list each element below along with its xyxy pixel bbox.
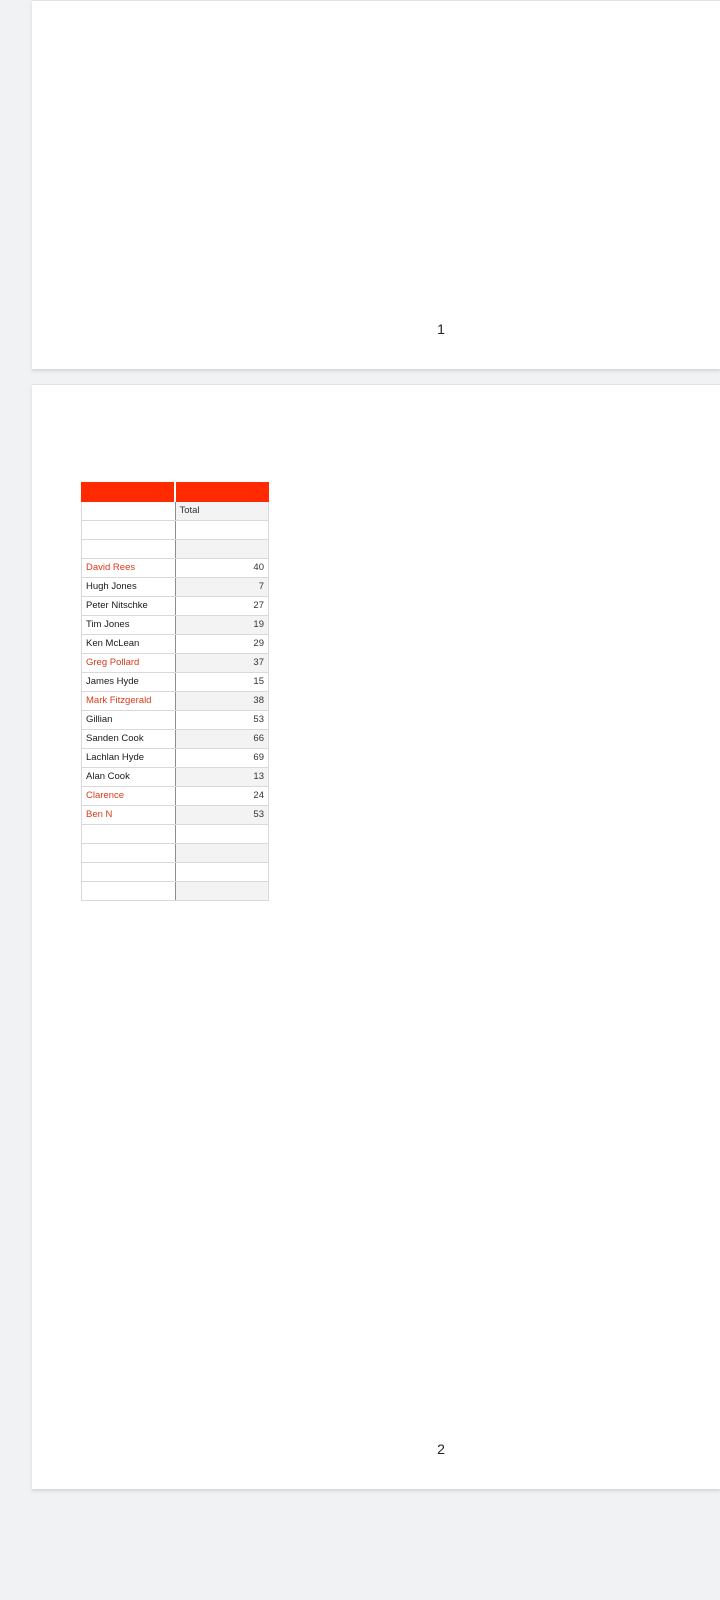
document-page-1 <box>32 0 720 369</box>
empty-cell <box>175 882 269 901</box>
header-cell <box>175 483 269 502</box>
name-cell: James Hyde <box>82 673 176 692</box>
empty-cell <box>82 825 176 844</box>
total-cell: 40 <box>175 559 269 578</box>
total-cell: 19 <box>175 616 269 635</box>
empty-cell <box>82 521 176 540</box>
name-cell: Alan Cook <box>82 768 176 787</box>
total-cell: 38 <box>175 692 269 711</box>
table-row <box>82 616 269 635</box>
total-cell: 69 <box>175 749 269 768</box>
name-cell: Greg Pollard <box>82 654 176 673</box>
table-row <box>82 597 269 616</box>
totals-table <box>81 482 269 901</box>
table-row <box>82 711 269 730</box>
name-cell: Gillian <box>82 711 176 730</box>
table-row <box>82 768 269 787</box>
total-cell: 66 <box>175 730 269 749</box>
empty-cell <box>175 863 269 882</box>
name-cell: David Rees <box>82 559 176 578</box>
empty-cell <box>82 844 176 863</box>
table-row <box>82 787 269 806</box>
table-row <box>82 863 269 882</box>
total-cell: 24 <box>175 787 269 806</box>
name-cell: Mark Fitzgerald <box>82 692 176 711</box>
empty-cell <box>82 540 176 559</box>
page-number: 2 <box>437 1441 445 1457</box>
table-row <box>82 730 269 749</box>
table-row <box>82 521 269 540</box>
table-row <box>82 844 269 863</box>
table-row <box>82 882 269 901</box>
empty-cell <box>175 825 269 844</box>
empty-cell <box>82 882 176 901</box>
table-row <box>82 502 269 521</box>
name-cell: Hugh Jones <box>82 578 176 597</box>
total-cell: 27 <box>175 597 269 616</box>
name-cell: Ben N <box>82 806 176 825</box>
total-cell: 53 <box>175 806 269 825</box>
empty-cell <box>175 540 269 559</box>
table-row <box>82 540 269 559</box>
empty-cell <box>82 863 176 882</box>
document-page-2 <box>32 384 720 1489</box>
table-row <box>82 654 269 673</box>
name-cell: Lachlan Hyde <box>82 749 176 768</box>
name-cell: Tim Jones <box>82 616 176 635</box>
header-cell <box>82 483 176 502</box>
name-cell: Clarence <box>82 787 176 806</box>
total-cell: 13 <box>175 768 269 787</box>
name-cell: Ken McLean <box>82 635 176 654</box>
total-cell: 15 <box>175 673 269 692</box>
total-cell: 7 <box>175 578 269 597</box>
table-header-color-row <box>82 483 269 502</box>
table-row <box>82 559 269 578</box>
table-row <box>82 692 269 711</box>
empty-cell <box>175 844 269 863</box>
page-number: 1 <box>437 321 445 337</box>
total-cell: 29 <box>175 635 269 654</box>
name-cell: Peter Nitschke <box>82 597 176 616</box>
table-row <box>82 578 269 597</box>
table-row <box>82 673 269 692</box>
empty-cell <box>175 521 269 540</box>
total-column-header: Total <box>175 502 269 521</box>
table-row <box>82 635 269 654</box>
table-row <box>82 806 269 825</box>
table-row <box>82 825 269 844</box>
empty-cell <box>82 502 176 521</box>
total-cell: 53 <box>175 711 269 730</box>
table-row <box>82 749 269 768</box>
name-cell: Sanden Cook <box>82 730 176 749</box>
total-cell: 37 <box>175 654 269 673</box>
